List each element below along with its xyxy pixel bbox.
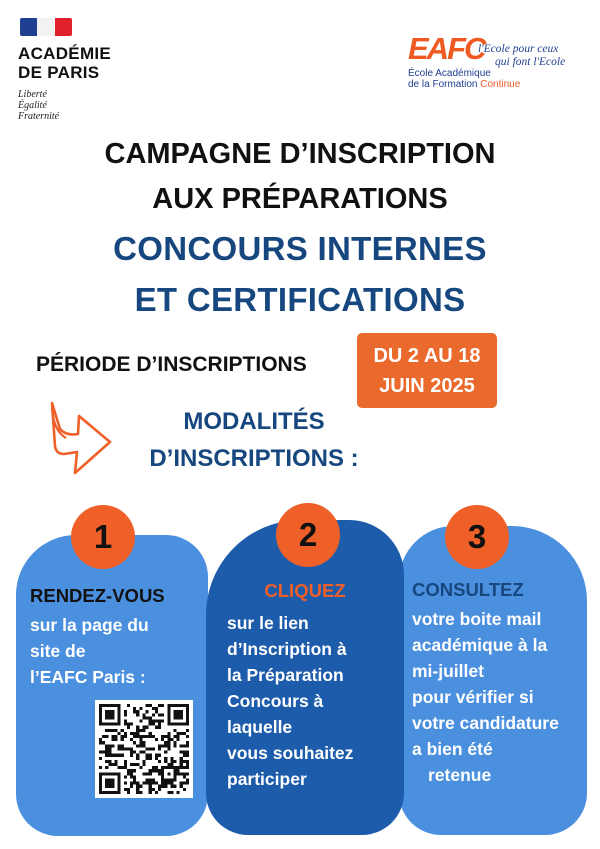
eafc-full-name-accent: Continue — [480, 79, 521, 90]
step-2-heading: CLIQUEZ — [264, 580, 346, 601]
step-2-line: laquelle — [227, 717, 293, 737]
french-flag-icon — [20, 18, 72, 36]
step-3-text — [412, 606, 587, 788]
eafc-full-name-line2 — [408, 79, 520, 90]
modalities-title-line2: D’INSCRIPTIONS : — [149, 445, 359, 472]
academie-name-line2: DE PARIS — [18, 63, 100, 82]
eafc-full-name-prefix: de la — [408, 79, 433, 90]
step-2-line: la Préparation — [227, 665, 344, 685]
step-3-line: votre candidature — [412, 713, 559, 733]
eafc-full-name-line1: École Académique — [408, 68, 491, 79]
step-3-heading: CONSULTEZ — [412, 579, 524, 600]
main-title-line2: AUX PRÉPARATIONS — [152, 183, 448, 215]
step-1-line: l’EAFC Paris : — [30, 667, 146, 687]
date-line1: DU 2 AU 18 — [373, 345, 481, 367]
step-number-2: 2 — [276, 503, 340, 567]
step-3-line: retenue — [428, 765, 492, 785]
period-label: PÉRIODE D’INSCRIPTIONS — [36, 353, 307, 376]
main-title-line1: CAMPAGNE D’INSCRIPTION — [104, 138, 496, 170]
step-1-text — [30, 612, 200, 690]
step-1-line: sur la page du — [30, 615, 149, 635]
qr-code-pattern — [99, 704, 189, 794]
step-2-line: sur le lien — [227, 613, 309, 633]
date-badge — [357, 333, 497, 408]
step-1-heading: RENDEZ-VOUS — [30, 585, 165, 606]
motto-fraternite: Fraternité — [18, 111, 60, 122]
step-1-line: site de — [30, 641, 86, 661]
academie-paris-logo — [18, 18, 138, 122]
eafc-tagline — [478, 43, 590, 69]
step-2-line: Concours à — [227, 691, 324, 711]
academie-name — [18, 44, 138, 82]
subtitle-line1: CONCOURS INTERNES — [113, 230, 487, 267]
step-3-line: pour vérifier si — [412, 687, 534, 707]
step-2-text — [227, 610, 397, 792]
step-number-3: 3 — [445, 505, 509, 569]
step-3-line: académique à la — [412, 635, 548, 655]
eafc-tagline-line1: l'Ecole pour ceux — [478, 43, 559, 55]
republic-motto — [18, 89, 138, 122]
step-2-line: vous souhaitez — [227, 743, 354, 763]
eafc-logo — [408, 32, 588, 102]
step-2-line: d’Inscription à — [227, 639, 347, 659]
eafc-full-name-main: Formation — [432, 79, 481, 90]
step-3-line: votre boite mail — [412, 609, 542, 629]
step-2-line: participer — [227, 769, 307, 789]
eafc-tagline-line2: qui font l'Ecole — [495, 56, 566, 68]
motto-egalite: Égalité — [18, 100, 47, 111]
eafc-wordmark: EAFC — [408, 31, 485, 66]
motto-liberte: Liberté — [18, 89, 47, 100]
date-line2: JUIN 2025 — [379, 375, 475, 397]
step-3-line: a bien été — [412, 739, 493, 759]
academie-name-line1: ACADÉMIE — [18, 44, 112, 63]
qr-code-icon[interactable] — [95, 700, 193, 798]
step-3-line: mi-juillet — [412, 661, 484, 681]
eafc-full-name — [408, 68, 520, 90]
modalities-title-line1: MODALITÉS — [183, 408, 325, 435]
step-number-1: 1 — [71, 505, 135, 569]
subtitle-line2: ET CERTIFICATIONS — [134, 281, 466, 318]
